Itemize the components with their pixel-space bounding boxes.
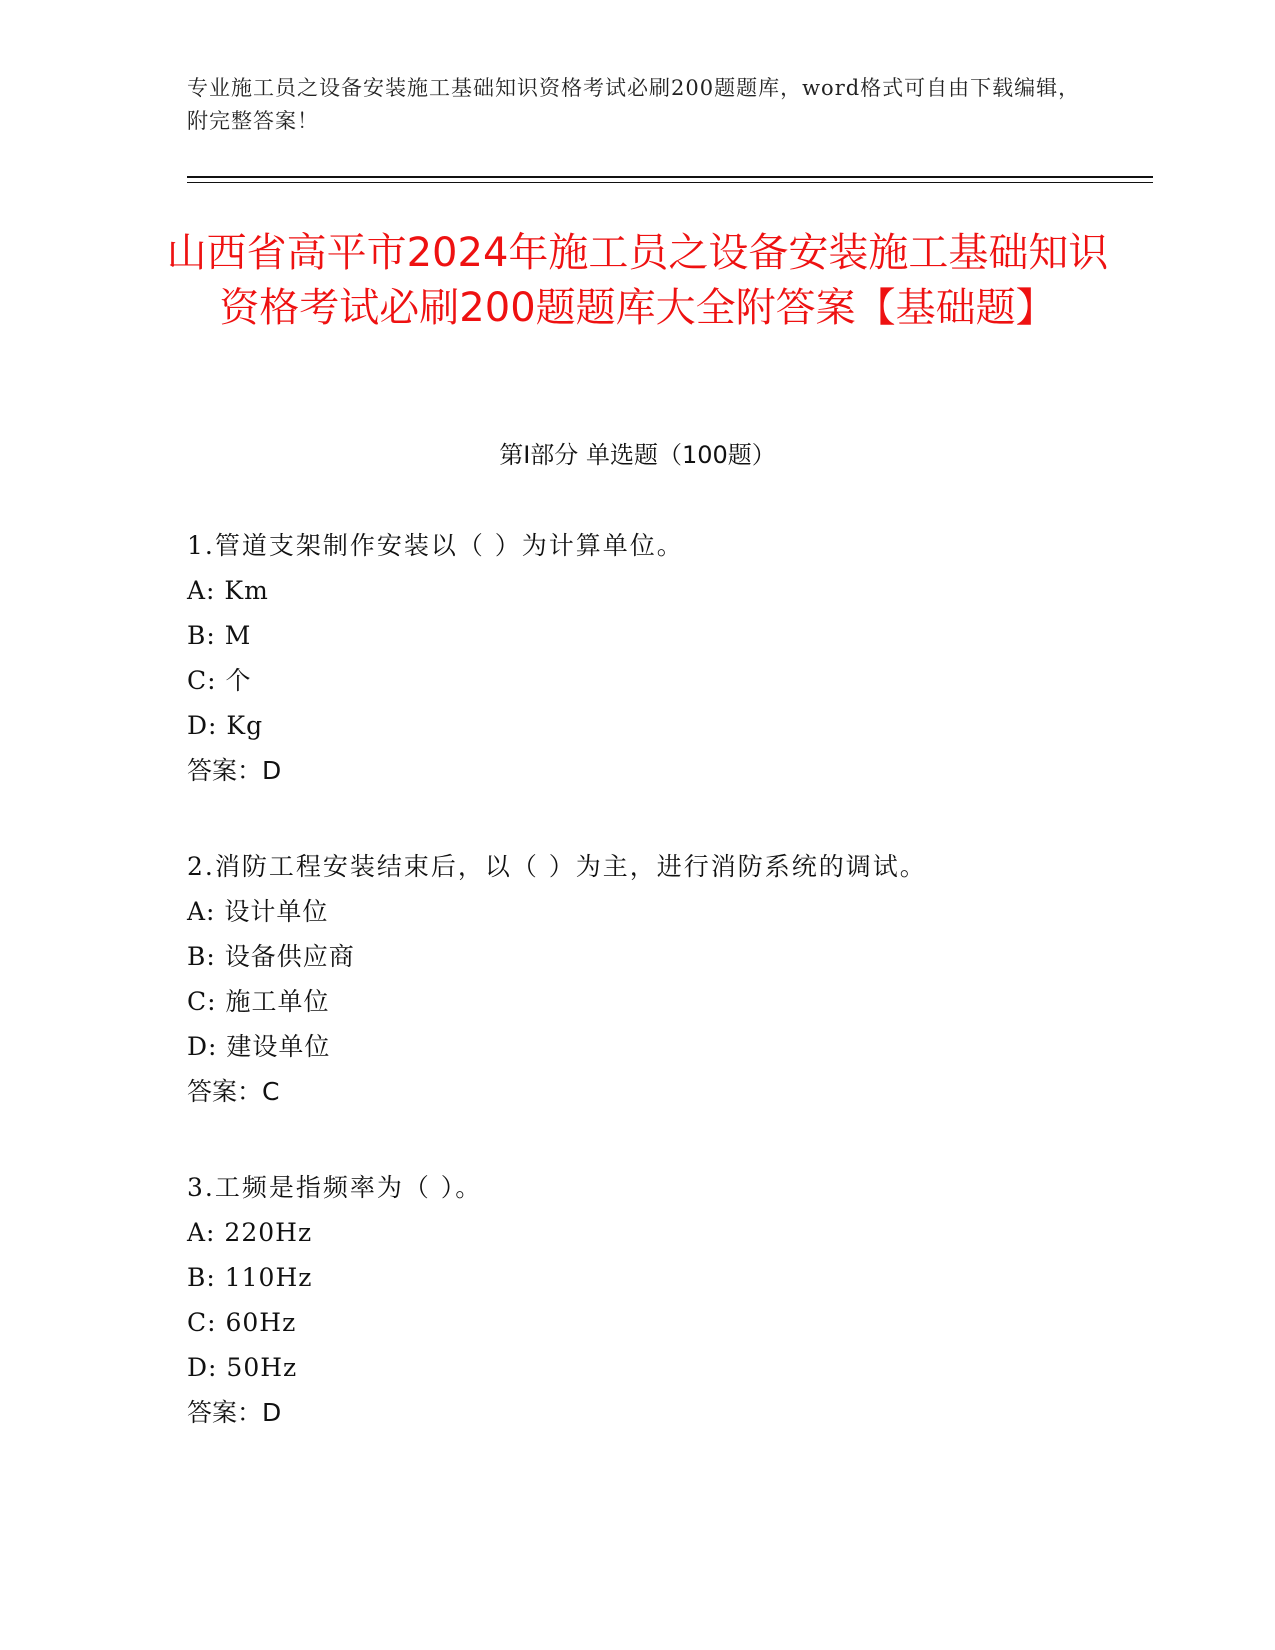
option-d: D: 50Hz <box>187 1353 298 1382</box>
option-d: D: 建设单位 <box>187 1032 331 1061</box>
answer-line: 答案：D <box>187 756 282 785</box>
option-a: A: 设计单位 <box>187 897 329 926</box>
option-b: B: 设备供应商 <box>187 942 355 971</box>
question-stem: 3.工频是指频率为（ ）。 <box>187 1173 483 1202</box>
option-a: A: 220Hz <box>187 1218 313 1247</box>
option-d: D: Kg <box>187 711 264 740</box>
question-item <box>187 528 1137 789</box>
document-title: 山西省高平市2024年施工员之设备安装施工基础知识资格考试必刷200题题库大全附答案【基础题】 <box>166 230 1109 331</box>
option-c: C: 60Hz <box>187 1308 297 1337</box>
option-c: C: 施工单位 <box>187 987 330 1016</box>
question-list <box>187 528 1137 1431</box>
header-divider-thin <box>187 182 1153 183</box>
question-item <box>187 849 1137 1110</box>
option-b: B: 110Hz <box>187 1263 313 1292</box>
answer-line: 答案：C <box>187 1077 280 1106</box>
question-item <box>187 1170 1137 1431</box>
question-stem: 2.消防工程安装结束后，以（ ）为主，进行消防系统的调试。 <box>187 852 927 881</box>
answer-line: 答案：D <box>187 1398 282 1427</box>
question-stem: 1.管道支架制作安装以（ ）为计算单位。 <box>187 531 684 560</box>
option-a: A: Km <box>187 576 269 605</box>
header-divider-thick <box>187 176 1153 178</box>
header-note: 专业施工员之设备安装施工基础知识资格考试必刷200题题库，word格式可自由下载编辑，附完整答案！ <box>187 76 1081 133</box>
option-c: C: 个 <box>187 666 252 695</box>
option-b: B: M <box>187 621 252 650</box>
section-heading: 第I部分 单选题（100题） <box>499 441 776 469</box>
